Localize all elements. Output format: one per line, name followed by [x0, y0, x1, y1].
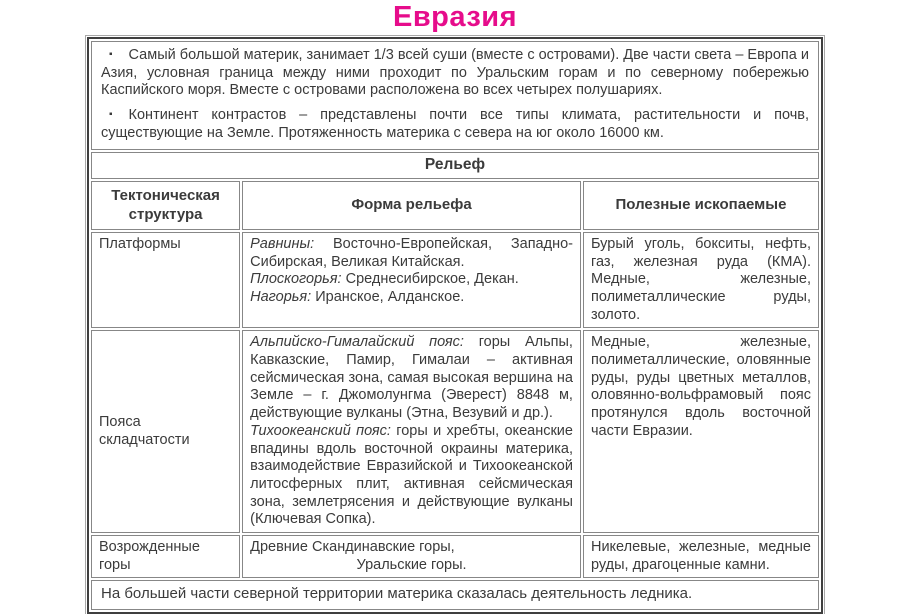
cell-platforms-relief [242, 232, 581, 328]
rejuvenated-relief-line-1: Древние Скандинавские горы, [250, 538, 455, 555]
table-row [91, 232, 819, 328]
intro-paragraph-2 [101, 107, 809, 142]
cell-foldbelts-minerals: Медные, железные, полиметаллические, оловянные руды, руды цветных металлов, оловянно-вольфрамовый пояс протянулся вдоль восточной части Евразии. [583, 330, 819, 533]
intro-paragraph-2-text: Континент контрастов – представлены почти все типы климата, растительности и почв, существующие на Земле. Протяженность материка с севера на юг около 16000 км. [101, 107, 809, 141]
table-row [91, 330, 819, 533]
relief-lead-plateaus: Плоскогорья: [250, 271, 342, 288]
cell-rejuvenated-minerals: Никелевые, железные, медные руды, драгоценные камни. [583, 535, 819, 578]
section-title-relief: Рельеф [91, 152, 819, 179]
table-row [91, 535, 819, 578]
relief-text-plateaus: Среднесибирское, Декан. [345, 271, 519, 288]
header-tectonic-structure: Тектоническая структура [91, 181, 240, 230]
relief-text-pacific: горы и хребты, океанские впадины вдоль восточной окраины материка, взаимодействие Евразийской и Тихоокеанской литосферных плит, активная сейсмическая зона, землетрясения и действующие вулканы (Ключевая Сопка). [250, 422, 573, 528]
intro-notes [91, 41, 819, 150]
square-bullet-icon: ▪ [109, 109, 113, 121]
cell-foldbelts-relief [242, 330, 581, 533]
relief-lead-highlands: Нагорья: [250, 289, 312, 305]
cell-rejuvenated-relief [242, 535, 581, 578]
eurasia-table [87, 37, 823, 614]
relief-text-plains: Восточно-Европейская, Западно-Сибирская, Великая Китайская. [250, 235, 573, 270]
square-bullet-icon: ▪ [109, 49, 113, 60]
page-title: Евразия [392, 1, 518, 33]
cell-rejuvenated-structure: Возрожденные горы [91, 535, 240, 578]
rejuvenated-relief-line-2: Уральские горы. [356, 556, 467, 573]
cell-platforms-minerals: Бурый уголь, бокситы, нефть, газ, железная руда (КМА). Медные, железные, полиметаллические руды, золото. [583, 232, 819, 328]
relief-table [89, 39, 821, 612]
glacier-footer-note: На большей части северной территории материка сказалась деятельность ледника. [91, 580, 819, 609]
cell-foldbelts-structure: Пояса складчатости [91, 330, 240, 533]
relief-lead-plains: Равнины: [250, 235, 315, 252]
relief-text-alpine-himalayan: горы Альпы, Кавказские, Памир, Гималаи – активная сейсмическая зона, самая высокая вершина на Земле – г. Джомолунгма (Эверест) 8848 м, действующие вулканы (Этна, Везувий и др.). [250, 334, 573, 422]
relief-lead-pacific: Тихоокеанский пояс: [250, 422, 391, 439]
header-minerals: Полезные ископаемые [583, 181, 819, 230]
header-relief-form: Форма рельефа [242, 181, 581, 230]
relief-lead-alpine-himalayan: Альпийско-Гималайский пояс: [250, 334, 464, 351]
relief-text-highlands: Иранское, Алданское. [315, 289, 465, 305]
intro-paragraph-1 [101, 47, 809, 100]
intro-paragraph-1-text: Самый большой материк, занимает 1/3 всей суши (вместе с островами). Две части света – Европа и Азия, условная граница между ними проходит по Уральским горам и по северному побережью Каспийского моря. Вместе с островами расположена во всех четырех полушариях. [101, 47, 809, 99]
cell-platforms-structure: Платформы [91, 232, 240, 328]
